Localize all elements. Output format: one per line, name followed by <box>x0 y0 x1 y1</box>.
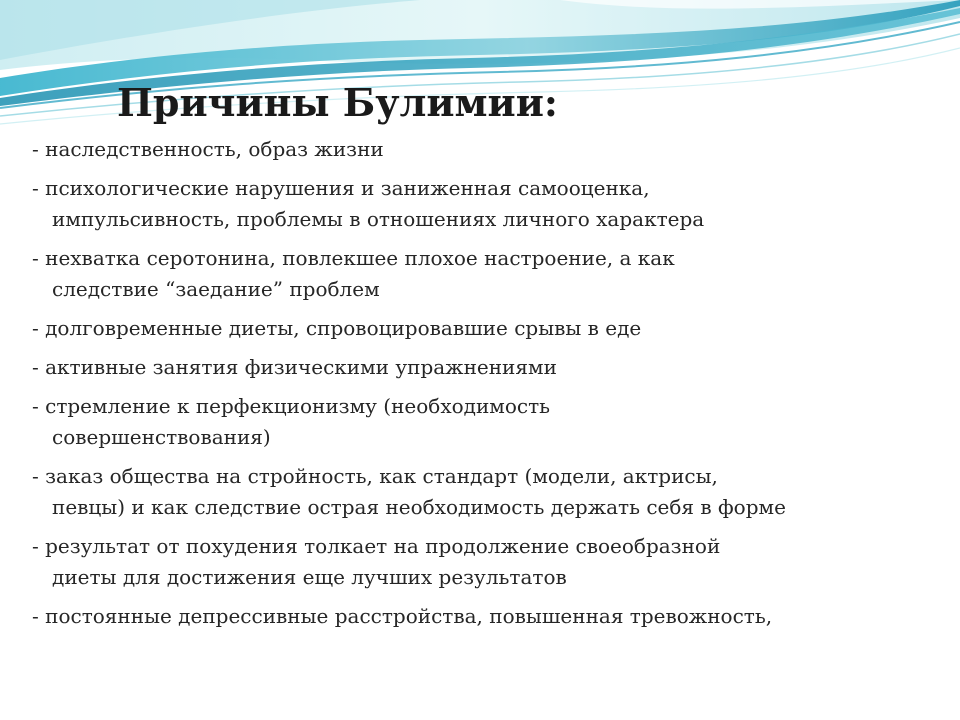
item-line-continuation: следствие “заедание” проблем <box>52 277 380 301</box>
list-item <box>32 391 932 453</box>
item-line: - долговременные диеты, спровоцировавшие срывы в еде <box>32 316 642 340</box>
list-item <box>32 173 932 235</box>
causes-list <box>32 134 932 640</box>
item-line: - психологические нарушения и заниженная самооценка, <box>32 176 650 200</box>
list-item <box>32 243 932 305</box>
item-line: - заказ общества на стройность, как стандарт (модели, актрисы, <box>32 464 718 488</box>
item-line: - постоянные депрессивные расстройства, повышенная тревожность, <box>32 604 773 628</box>
list-item <box>32 352 932 383</box>
list-item <box>32 134 932 165</box>
item-line-continuation: импульсивность, проблемы в отношениях личного характера <box>52 207 705 231</box>
item-line: - результат от похудения толкает на продолжение своеобразной <box>32 534 721 558</box>
item-line-continuation: певцы) и как следствие острая необходимость держать себя в форме <box>52 495 786 519</box>
page-title: Причины Булимии: <box>117 80 558 125</box>
item-line-continuation: диеты для достижения еще лучших результатов <box>52 565 567 589</box>
item-line: - стремление к перфекционизму (необходимость <box>32 394 551 418</box>
item-line: - наследственность, образ жизни <box>32 137 384 161</box>
item-line: - активные занятия физическими упражнениями <box>32 355 557 379</box>
list-item <box>32 461 932 523</box>
list-item <box>32 313 932 344</box>
item-line: - нехватка серотонина, повлекшее плохое настроение, а как <box>32 246 675 270</box>
item-line-continuation: совершенствования) <box>52 425 271 449</box>
list-item <box>32 601 932 632</box>
list-item <box>32 531 932 593</box>
